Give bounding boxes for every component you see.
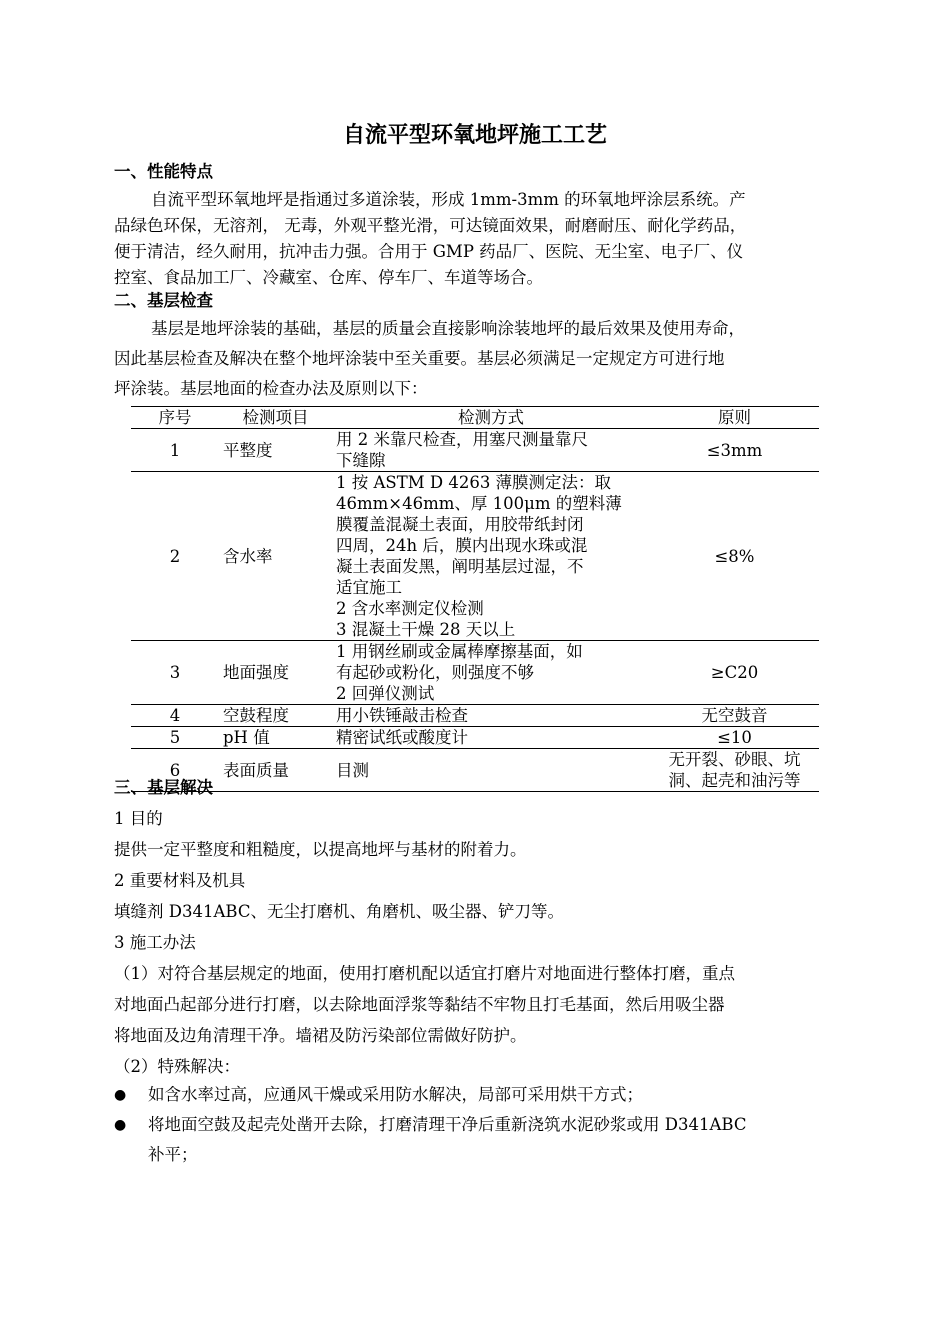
method-line: 精密试纸或酸度计 (336, 728, 468, 747)
paragraph-line: 坪涂装。基层地面的检查办法及原则以下： (114, 379, 428, 398)
subheading-purpose: 1 目的 (114, 809, 163, 828)
header-method: 检测方式 (332, 407, 650, 429)
section-heading-3: 三、基层解决 (114, 778, 213, 797)
cell-item: 空鼓程度 (219, 705, 332, 727)
table-row (131, 727, 819, 749)
bullet-text: 补平； (148, 1145, 198, 1164)
rule-line: ≤10 (717, 728, 752, 747)
subheading-materials: 2 重要材料及机具 (114, 871, 246, 890)
method-line: 2 回弹仪测试 (336, 684, 435, 703)
section-heading-1: 一、性能特点 (114, 162, 213, 181)
method-line: 目测 (336, 760, 369, 780)
method-line: 对地面凸起部分进行打磨，以去除地面浮浆等黏结不牢物且打毛基面，然后用吸尘器 (114, 995, 725, 1014)
method-line: 46mm×46mm、厚 100μm 的塑料薄 (336, 494, 622, 513)
method-line: 用 2 米靠尺检查，用塞尺测量靠尺 (336, 430, 588, 449)
method-line: 将地面及边角清理干净。墙裙及防污染部位需做好防护。 (114, 1026, 527, 1045)
method-line: 1 按 ASTM D 4263 薄膜测定法：取 (336, 473, 612, 492)
table-row (131, 749, 819, 792)
paragraph-line: 因此基层检查及解决在整个地坪涂装中至关重要。基层必须满足一定规定方可进行地 (114, 349, 725, 368)
table-row (131, 705, 819, 727)
cell-no: 5 (131, 727, 219, 749)
cell-method (332, 705, 650, 727)
paragraph-line: 控室、食品加工厂、冷藏室、仓库、停车厂、车道等场合。 (114, 268, 543, 287)
purpose-text: 提供一定平整度和粗糙度，以提高地坪与基材的附着力。 (114, 840, 527, 859)
inspection-table (131, 406, 819, 792)
header-no: 序号 (131, 407, 219, 429)
rule-line: ≥C20 (710, 663, 759, 682)
cell-rule (650, 429, 819, 472)
cell-method (332, 641, 650, 705)
cell-rule (650, 472, 819, 641)
rule-line: 无空鼓音 (701, 706, 768, 725)
materials-text: 填缝剂 D341ABC、无尘打磨机、角磨机、吸尘器、铲刀等。 (114, 902, 564, 921)
table-row (131, 472, 819, 641)
cell-method (332, 472, 650, 641)
rule-line: 无开裂、砂眼、坑 (668, 750, 801, 769)
cell-item: 含水率 (219, 472, 332, 641)
cell-item: 地面强度 (219, 641, 332, 705)
cell-rule (650, 727, 819, 749)
method-line: 3 混凝土干燥 28 天以上 (336, 620, 516, 639)
method-line: 有起砂或粉化，则强度不够 (336, 663, 534, 682)
rule-line: 洞、起壳和油污等 (668, 771, 801, 790)
header-rule: 原则 (650, 407, 819, 429)
method-line: 适宜施工 (336, 578, 402, 597)
bullet-dot-icon: ● (114, 1117, 127, 1133)
cell-no: 3 (131, 641, 219, 705)
cell-no: 1 (131, 429, 219, 472)
bullet-text: 将地面空鼓及起壳处凿开去除，打磨清理干净后重新浇筑水泥砂浆或用 D341ABC (148, 1115, 747, 1134)
section-heading-2: 二、基层检查 (114, 291, 213, 310)
table-body (131, 429, 819, 792)
paragraph-line: 基层是地坪涂装的基础，基层的质量会直接影响涂装地坪的最后效果及使用寿命， (151, 319, 745, 338)
method-line: 膜覆盖混凝土表面，用胶带纸封闭 (336, 515, 584, 534)
cell-method (332, 727, 650, 749)
method-line: 下缝隙 (336, 451, 386, 470)
section-1-paragraph (114, 187, 844, 291)
subheading-method: 3 施工办法 (114, 933, 196, 952)
method-line: 1 用钢丝刷或金属棒摩擦基面，如 (336, 642, 583, 661)
table-row (131, 429, 819, 472)
paragraph-line: 自流平型环氧地坪是指通过多道涂装，形成 1mm-3mm 的环氧地坪涂层系统。产 (151, 190, 746, 209)
header-item: 检测项目 (219, 407, 332, 429)
bullet-text: 如含水率过高，应通风干燥或采用防水解决，局部可采用烘干方式； (148, 1085, 643, 1104)
cell-method (332, 429, 650, 472)
cell-rule (650, 705, 819, 727)
rule-line: ≤8% (714, 546, 755, 566)
bullet-item (114, 1110, 844, 1170)
document-title: 自流平型环氧地坪施工工艺 (342, 123, 607, 148)
table-header-row (131, 407, 819, 429)
cell-no: 4 (131, 705, 219, 727)
paragraph-line: 便于清洁，经久耐用，抗冲击力强。合用于 GMP 药品厂、医院、无尘室、电子厂、仪 (114, 242, 744, 261)
section-2-paragraph (114, 314, 844, 404)
cell-no: 6 (131, 749, 219, 792)
cell-method (332, 749, 650, 792)
method-line: 用小铁锤敲击检查 (336, 706, 468, 725)
cell-rule (650, 749, 819, 792)
rule-line: ≤3mm (706, 440, 763, 460)
method-line: 四周，24h 后，膜内出现水珠或混 (336, 536, 588, 555)
subheading-special: （2）特殊解决： (114, 1057, 240, 1076)
cell-item: pH 值 (219, 727, 332, 749)
method-line: 凝土表面发黑，阐明基层过湿，不 (336, 557, 584, 576)
cell-no: 2 (131, 472, 219, 641)
bullet-item (114, 1080, 844, 1110)
cell-rule (650, 641, 819, 705)
section-3-body (114, 803, 844, 1082)
method-line: （1）对符合基层规定的地面，使用打磨机配以适宜打磨片对地面进行整体打磨，重点 (114, 964, 735, 983)
paragraph-line: 品绿色环保，无溶剂， 无毒，外观平整光滑，可达镜面效果，耐磨耐压、耐化学药品， (114, 216, 747, 235)
method-line: 2 含水率测定仪检测 (336, 599, 484, 618)
cell-item: 表面质量 (219, 749, 332, 792)
cell-item: 平整度 (219, 429, 332, 472)
bullet-dot-icon: ● (114, 1087, 127, 1103)
table-row (131, 641, 819, 705)
